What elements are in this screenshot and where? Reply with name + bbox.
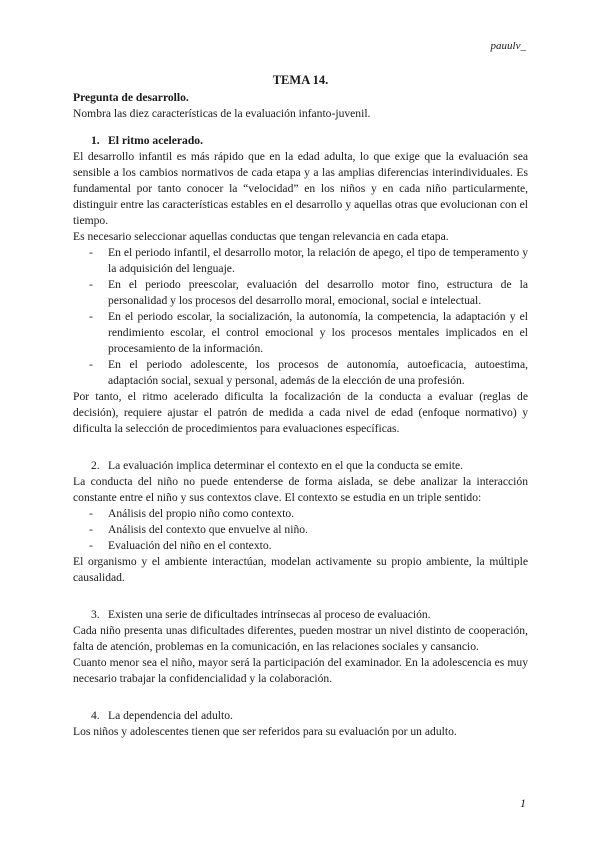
list-item: - En el periodo adolescente, los procesos de autonomía, autoeficacia, autoestima, adaptación social, sexual y personal, además de la elección de una profesión. (73, 357, 528, 389)
document-body (73, 72, 528, 740)
list-item: - En el periodo preescolar, evaluación del desarrollo motor fino, estructura de la personalidad y los procesos del desarrollo moral, emocional, social e intelectual. (73, 277, 528, 309)
section-4-number: 4. (91, 709, 100, 722)
spacer (73, 586, 528, 602)
list-item: - En el periodo infantil, el desarrollo motor, la relación de apego, el tipo de temperamento y la adquisición del lenguaje. (73, 245, 528, 277)
section-1-paragraph: Es necesario seleccionar aquellas conductas que tengan relevancia en cada etapa. (73, 230, 449, 243)
list-item: - Análisis del contexto que envuelve al niño. (73, 522, 528, 538)
question-label: Pregunta de desarrollo. (73, 91, 189, 104)
section-1-title: El ritmo acelerado. (108, 134, 203, 147)
section-2-title: La evaluación implica determinar el contexto en el que la conducta se emite. (108, 459, 464, 472)
spacer (73, 122, 528, 128)
section-1-heading (91, 133, 528, 149)
section-4-title: La dependencia del adulto. (108, 709, 233, 722)
section-2-paragraph: La conducta del niño no puede entenderse de forma aislada, se debe analizar la interacción constante entre el niño y sus contextos clave. El contexto se estudia en un triple sentido: (73, 475, 528, 504)
list-item: - En el periodo escolar, la socialización, la autonomía, la competencia, la adaptación y el rendimiento escolar, el control emocional y los procesos mentales implicados en el procesamiento de la información. (73, 309, 528, 357)
section-1-conclusion: Por tanto, el ritmo acelerado dificulta la focalización de la conducta a evaluar (reglas de decisión), requiere ajustar el patrón de medida a cada nivel de edad (enfoque normativo) y dificulta la selección de procedimientos para evaluaciones específicas. (73, 390, 528, 435)
section-3-paragraph: Cuanto menor sea el niño, mayor será la participación del examinador. En la adolescencia es muy necesario trabajar la confidencialidad y la colaboración. (73, 656, 528, 685)
page-title: TEMA 14. (272, 73, 329, 87)
list-item: - Evaluación del niño en el contexto. (73, 538, 528, 554)
section-3-number: 3. (91, 608, 100, 621)
section-4-heading (91, 708, 528, 724)
header-author: pauulv_ (490, 40, 526, 52)
section-3-heading (91, 607, 528, 623)
page-number: 1 (520, 796, 526, 810)
section-4-paragraph: Los niños y adolescentes tienen que ser referidos para su evaluación por un adulto. (73, 725, 457, 738)
list-item: - Análisis del propio niño como contexto. (73, 506, 528, 522)
section-1-list (73, 245, 528, 389)
section-2-conclusion: El organismo y el ambiente interactúan, modelan activamente su propio ambiente, la múltiple causalidad. (73, 555, 528, 584)
section-2-list (73, 506, 528, 554)
section-2-number: 2. (91, 459, 100, 472)
section-1-paragraph: El desarrollo infantil es más rápido que en la edad adulta, lo que exige que la evaluación sea sensible a los cambios normativos de cada etapa y a las amplias diferencias interindividuales. Es fundamental por tanto conocer la “velocidad” en los niños y en cada niño particularmente, distinguir entre las características estables en el desarrollo y aquellas otras que evolucionan con el tiempo. (73, 150, 528, 227)
question-text: Nombra las diez características de la evaluación infanto-juvenil. (73, 107, 371, 120)
spacer (73, 437, 528, 453)
section-1-number: 1. (91, 134, 100, 147)
section-2-heading (91, 458, 528, 474)
section-3-paragraph: Cada niño presenta unas dificultades diferentes, pueden mostrar un nivel distinto de cooperación, falta de atención, problemas en la comunicación, en las relaciones sociales y cansancio. (73, 624, 528, 653)
spacer (73, 687, 528, 703)
section-3-title: Existen una serie de dificultades intrínsecas al proceso de evaluación. (108, 608, 431, 621)
